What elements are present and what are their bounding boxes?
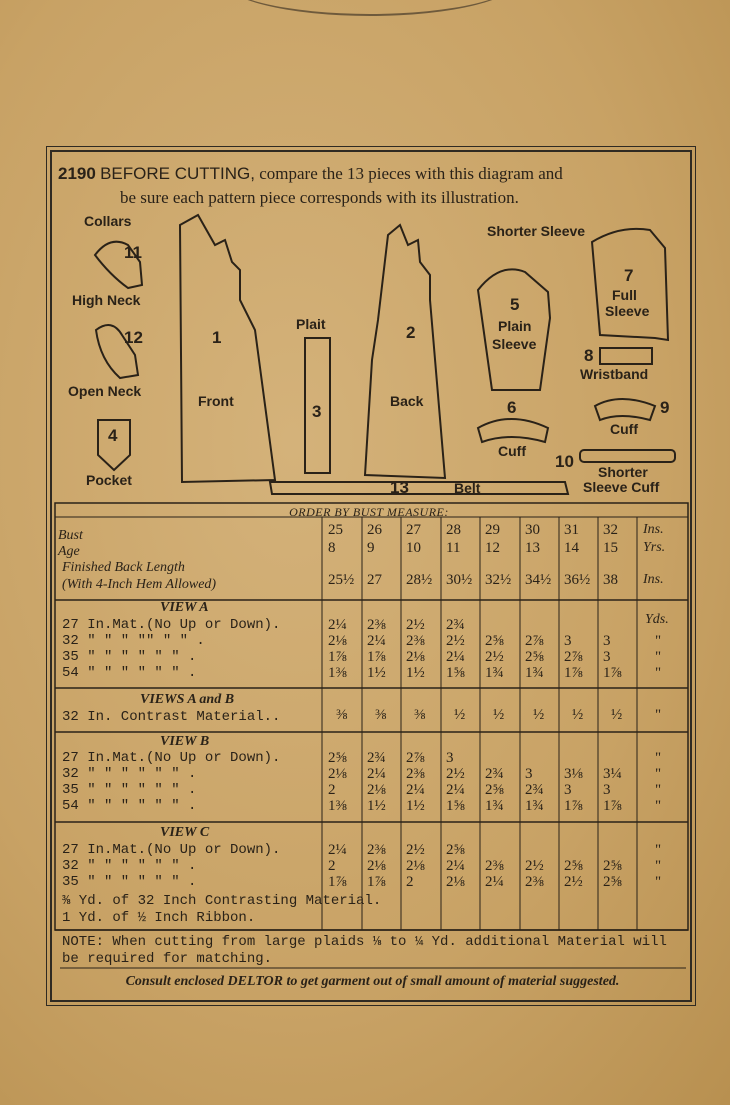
cuff6-label: Cuff bbox=[498, 443, 526, 459]
view-a-value: 1⅞ bbox=[603, 665, 622, 681]
piece-1-number: 1 bbox=[212, 328, 222, 347]
unit-yds: Yds. bbox=[645, 612, 669, 627]
view-a-value: 1⅝ bbox=[446, 665, 465, 681]
back-length-value: 38 bbox=[603, 572, 618, 588]
ditto-mark: " bbox=[655, 858, 662, 874]
ditto-mark: " bbox=[655, 707, 662, 723]
view-b-value: 2⅝ bbox=[485, 782, 504, 798]
view-c-value: 2¼ bbox=[485, 874, 504, 890]
view-ab-value: ½ bbox=[572, 707, 584, 723]
bust-value: 28 bbox=[446, 522, 461, 538]
view-a-value: 3 bbox=[603, 649, 611, 665]
view-a-value: 1¾ bbox=[525, 665, 544, 681]
view-a-value: 2⅛ bbox=[328, 633, 347, 649]
view-a-value: 1¾ bbox=[485, 665, 504, 681]
view-a-value: 2½ bbox=[446, 633, 465, 649]
view-ab-title: VIEWS A and B bbox=[140, 692, 235, 707]
bust-value: 31 bbox=[564, 522, 579, 538]
header-rest: compare the 13 pieces with this diagram and bbox=[259, 164, 563, 183]
ditto-mark: " bbox=[655, 782, 662, 798]
view-ab-value: ½ bbox=[533, 707, 545, 723]
piece-10-number: 10 bbox=[555, 452, 574, 471]
view-b-value: 2¾ bbox=[525, 782, 544, 798]
ditto-mark: " bbox=[655, 633, 662, 649]
view-ab-value: ⅜ bbox=[414, 707, 426, 723]
view-a-value: 2⅝ bbox=[485, 633, 504, 649]
view-c-value: 2¼ bbox=[328, 842, 347, 858]
cuff9-label: Cuff bbox=[610, 421, 638, 437]
view-c-row-label: 35 " " " " " " . bbox=[62, 874, 197, 890]
view-b-value: 2¾ bbox=[485, 766, 504, 782]
view-b-value: 2⅛ bbox=[367, 782, 386, 798]
bust-value: 27 bbox=[406, 522, 421, 538]
bust-row-label: Bust bbox=[58, 528, 83, 543]
view-a-row-label: 54 " " " " " " . bbox=[62, 665, 197, 681]
view-b-row-label: 35 " " " " " " . bbox=[62, 782, 197, 798]
back-label: Back bbox=[390, 393, 424, 409]
view-b-value: 2¾ bbox=[367, 750, 386, 766]
view-b-value: 3 bbox=[603, 782, 611, 798]
view-a-value: 3 bbox=[603, 633, 611, 649]
view-a-value: 2¼ bbox=[367, 633, 386, 649]
view-b-value: 1⅝ bbox=[446, 798, 465, 814]
header-lead: BEFORE CUTTING, bbox=[100, 164, 255, 183]
bust-value: 32 bbox=[603, 522, 618, 538]
belt-label: Belt bbox=[454, 480, 481, 496]
back-length-value: 34½ bbox=[525, 572, 552, 588]
note-text: NOTE: When cutting from large plaids ⅛ to ¼ Yd. additional Material will be required for matching. bbox=[62, 934, 667, 967]
view-a-value: 2½ bbox=[485, 649, 504, 665]
ditto-mark: " bbox=[655, 842, 662, 858]
view-b-value: 1¾ bbox=[485, 798, 504, 814]
piece-5-number: 5 bbox=[510, 295, 520, 314]
view-b-row-label: 54 " " " " " " . bbox=[62, 798, 197, 814]
view-a-row-label: 32 " " " "" " " . bbox=[62, 633, 205, 649]
view-b-value: 3⅛ bbox=[564, 766, 583, 782]
view-c-value: 2⅝ bbox=[603, 858, 622, 874]
bust-value: 26 bbox=[367, 522, 382, 538]
piece-6-number: 6 bbox=[507, 398, 517, 417]
bust-value: 30 bbox=[525, 522, 540, 538]
view-ab-value: ½ bbox=[454, 707, 466, 723]
view-a-value: 3 bbox=[564, 633, 572, 649]
bust-value: 25 bbox=[328, 522, 343, 538]
piece-12-number: 12 bbox=[124, 328, 143, 347]
view-a-row-label: 27 In.Mat.(No Up or Down). bbox=[62, 617, 281, 633]
view-a-value: 2½ bbox=[406, 617, 425, 633]
collars-label: Collars bbox=[84, 213, 132, 229]
full-label: Full bbox=[612, 287, 637, 303]
age-value: 15 bbox=[603, 540, 618, 556]
view-b-value: 1½ bbox=[406, 798, 425, 814]
view-ab-value: ⅜ bbox=[375, 707, 387, 723]
front-piece-shape bbox=[180, 215, 275, 482]
view-a-value: 1⅞ bbox=[328, 649, 347, 665]
cuff6-shape bbox=[478, 419, 548, 442]
piece-9-number: 9 bbox=[660, 398, 670, 417]
age-value: 9 bbox=[367, 540, 375, 556]
fbl-row-label-1: Finished Back Length bbox=[62, 560, 185, 575]
shorter-cuff-shape bbox=[580, 450, 675, 462]
view-a-value: 1½ bbox=[406, 665, 425, 681]
unit-ins-length: Ins. bbox=[643, 572, 664, 587]
view-c-value: 2 bbox=[328, 858, 336, 874]
unit-yrs: Yrs. bbox=[643, 540, 666, 555]
view-b-row-label: 27 In.Mat.(No Up or Down). bbox=[62, 750, 281, 766]
view-b-value: 2 bbox=[328, 782, 336, 798]
view-b-row-label: 32 " " " " " " . bbox=[62, 766, 197, 782]
view-b-value: 1⅞ bbox=[564, 798, 583, 814]
view-c-value: 2⅜ bbox=[485, 858, 504, 874]
view-a-value: 1⅜ bbox=[328, 665, 347, 681]
view-c-extra1: ⅜ Yd. of 32 Inch Contrasting Material. bbox=[62, 893, 382, 909]
view-ab-value: ½ bbox=[493, 707, 505, 723]
view-a-value: 2¼ bbox=[446, 649, 465, 665]
view-b-value: 1⅞ bbox=[603, 798, 622, 814]
view-c-value: 2⅝ bbox=[603, 874, 622, 890]
piece-13-number: 13 bbox=[390, 478, 409, 497]
view-b-value: 3¼ bbox=[603, 766, 622, 782]
shorter-cuff-label-1: Shorter bbox=[598, 464, 648, 480]
view-a-row-label: 35 " " " " " " . bbox=[62, 649, 197, 665]
piece-8-number: 8 bbox=[584, 346, 594, 365]
ditto-mark: " bbox=[655, 874, 662, 890]
view-c-value: 2 bbox=[406, 874, 414, 890]
view-c-extra2: 1 Yd. of ½ Inch Ribbon. bbox=[62, 910, 256, 926]
shorter-sleeve-label: Shorter Sleeve bbox=[487, 223, 586, 239]
view-a-value: 2⅜ bbox=[367, 617, 386, 633]
view-c-value: 2½ bbox=[525, 858, 544, 874]
piece-11-number: 11 bbox=[124, 243, 142, 262]
view-c-value: 2⅝ bbox=[564, 858, 583, 874]
view-ab-value: ½ bbox=[611, 707, 623, 723]
wristband-shape bbox=[600, 348, 652, 364]
view-a-value: 1½ bbox=[367, 665, 386, 681]
view-b-value: 2¼ bbox=[367, 766, 386, 782]
back-piece-shape bbox=[365, 225, 445, 478]
pocket-label: Pocket bbox=[86, 472, 132, 488]
view-b-value: 2¼ bbox=[406, 782, 425, 798]
ditto-mark: " bbox=[655, 649, 662, 665]
view-a-value: 2⅞ bbox=[525, 633, 544, 649]
ditto-mark: " bbox=[655, 750, 662, 766]
view-ab-label: 32 In. Contrast Material.. bbox=[62, 709, 281, 725]
age-value: 12 bbox=[485, 540, 500, 556]
view-c-value: 2⅜ bbox=[367, 842, 386, 858]
shorter-cuff-label-2: Sleeve Cuff bbox=[583, 479, 660, 495]
consult-text: Consult enclosed DELTOR to get garment out of small amount of material suggested. bbox=[125, 974, 620, 989]
view-c-value: 2⅛ bbox=[446, 874, 465, 890]
header-line2: be sure each pattern piece corresponds with its illustration. bbox=[120, 188, 519, 207]
back-length-value: 32½ bbox=[485, 572, 512, 588]
age-value: 13 bbox=[525, 540, 540, 556]
view-c-value: 2⅛ bbox=[367, 858, 386, 874]
view-c-value: 1⅞ bbox=[367, 874, 386, 890]
age-value: 8 bbox=[328, 540, 336, 556]
back-length-value: 36½ bbox=[564, 572, 591, 588]
view-a-value: 2¾ bbox=[446, 617, 465, 633]
ditto-mark: " bbox=[655, 766, 662, 782]
view-b-title: VIEW B bbox=[160, 734, 210, 749]
age-value: 10 bbox=[406, 540, 421, 556]
back-length-value: 30½ bbox=[446, 572, 473, 588]
fbl-row-label-2: (With 4-Inch Hem Allowed) bbox=[62, 577, 217, 592]
wristband-label: Wristband bbox=[580, 366, 649, 382]
view-a-value: 2⅛ bbox=[406, 649, 425, 665]
view-a-value: 2⅞ bbox=[564, 649, 583, 665]
age-value: 14 bbox=[564, 540, 579, 556]
belt-shape bbox=[270, 482, 568, 494]
view-a-value: 2¼ bbox=[328, 617, 347, 633]
view-c-value: 1⅞ bbox=[328, 874, 347, 890]
ditto-mark: " bbox=[655, 798, 662, 814]
view-b-value: 2½ bbox=[446, 766, 465, 782]
plain-label: Plain bbox=[498, 318, 532, 334]
cuff9-shape bbox=[595, 399, 655, 420]
view-b-value: 2¼ bbox=[446, 782, 465, 798]
bust-value: 29 bbox=[485, 522, 500, 538]
view-a-value: 2⅝ bbox=[525, 649, 544, 665]
open-neck-label: Open Neck bbox=[68, 383, 142, 399]
age-row-label: Age bbox=[58, 544, 80, 559]
piece-3-number: 3 bbox=[312, 402, 322, 421]
view-b-value: 2⅜ bbox=[406, 766, 425, 782]
view-b-value: 2⅛ bbox=[328, 766, 347, 782]
view-a-value: 1⅞ bbox=[564, 665, 583, 681]
view-c-value: 2¼ bbox=[446, 858, 465, 874]
order-by-bust-title: ORDER BY BUST MEASURE: bbox=[289, 505, 449, 519]
age-value: 11 bbox=[446, 540, 461, 556]
piece-2-number: 2 bbox=[406, 323, 416, 342]
view-b-value: 3 bbox=[525, 766, 533, 782]
view-b-value: 1½ bbox=[367, 798, 386, 814]
unit-ins: Ins. bbox=[643, 522, 664, 537]
view-c-row-label: 32 " " " " " " . bbox=[62, 858, 197, 874]
high-neck-label: High Neck bbox=[72, 292, 141, 308]
plait-label: Plait bbox=[296, 316, 326, 332]
view-c-value: 2½ bbox=[406, 842, 425, 858]
view-b-value: 2⅞ bbox=[406, 750, 425, 766]
front-label: Front bbox=[198, 393, 234, 409]
back-length-value: 27 bbox=[367, 572, 382, 588]
view-c-value: 2½ bbox=[564, 874, 583, 890]
piece-4-number: 4 bbox=[108, 426, 118, 445]
sleeve-label: Sleeve bbox=[492, 336, 537, 352]
view-b-value: 1⅜ bbox=[328, 798, 347, 814]
view-c-value: 2⅛ bbox=[406, 858, 425, 874]
pattern-number: 2190 bbox=[58, 164, 96, 183]
view-a-value: 2⅜ bbox=[406, 633, 425, 649]
view-b-value: 3 bbox=[564, 782, 572, 798]
sleeve7-label: Sleeve bbox=[605, 303, 650, 319]
piece-7-number: 7 bbox=[624, 266, 634, 285]
ditto-mark: " bbox=[655, 665, 662, 681]
view-b-value: 3 bbox=[446, 750, 454, 766]
view-c-value: 2⅝ bbox=[446, 842, 465, 858]
back-length-value: 28½ bbox=[406, 572, 433, 588]
back-length-value: 25½ bbox=[328, 572, 355, 588]
view-a-title: VIEW A bbox=[160, 600, 209, 615]
view-b-value: 1¾ bbox=[525, 798, 544, 814]
view-c-value: 2⅜ bbox=[525, 874, 544, 890]
view-a-value: 1⅞ bbox=[367, 649, 386, 665]
view-b-value: 2⅝ bbox=[328, 750, 347, 766]
view-c-title: VIEW C bbox=[160, 825, 210, 840]
view-c-row-label: 27 In.Mat.(No Up or Down). bbox=[62, 842, 281, 858]
view-ab-value: ⅜ bbox=[336, 707, 348, 723]
